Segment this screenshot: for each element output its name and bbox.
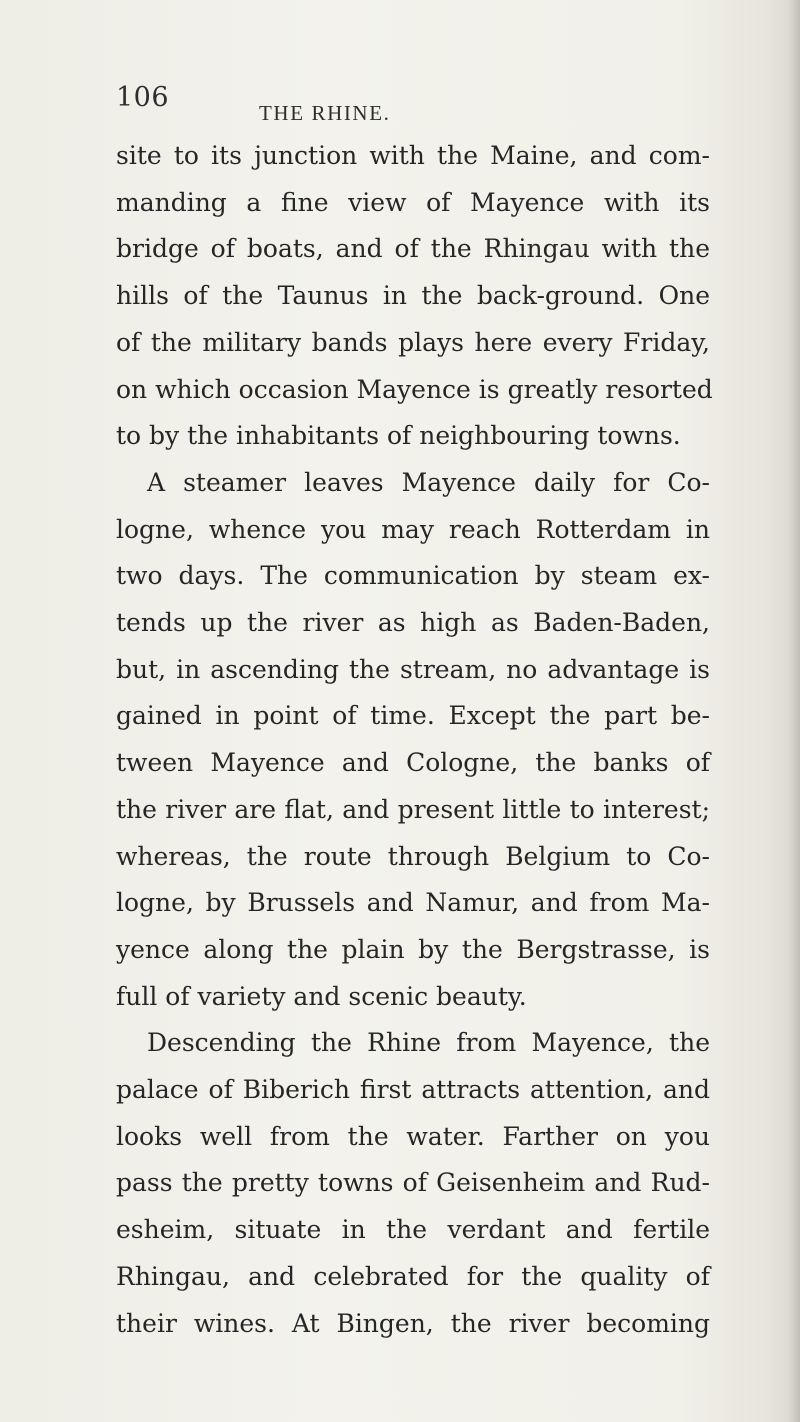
text-line: logne, whence you may reach Rotterdam in	[116, 514, 710, 544]
text-line: on which occasion Mayence is greatly resorted	[116, 374, 713, 404]
text-line: whereas, the route through Belgium to Co-	[116, 841, 710, 871]
text-line: pass the pretty towns of Geisenheim and Rud-	[116, 1168, 710, 1198]
body-text	[116, 133, 713, 1347]
text-line: Descending the Rhine from Mayence, the	[147, 1028, 710, 1058]
text-line: palace of Biberich first attracts attention, and	[116, 1075, 710, 1105]
text-line: A steamer leaves Mayence daily for Co-	[147, 467, 710, 497]
text-line: Rhingau, and celebrated for the quality of	[116, 1261, 710, 1291]
text-line: the river are flat, and present little to interest;	[116, 794, 710, 824]
text-line: site to its junction with the Maine, and com-	[116, 141, 710, 170]
text-line: tends up the river as high as Baden-Baden,	[116, 608, 710, 638]
text-line: full of variety and scenic beauty.	[116, 981, 527, 1011]
text-line: tween Mayence and Cologne, the banks of	[116, 748, 710, 778]
text-line: esheim, situate in the verdant and fertile	[116, 1215, 710, 1245]
text-line: to by the inhabitants of neighbouring towns.	[116, 421, 681, 451]
text-line: yence along the plain by the Bergstrasse, is	[116, 934, 710, 964]
text-line: hills of the Taunus in the back-ground. One	[116, 281, 710, 311]
page-number: 106	[116, 82, 170, 113]
text-line: manding a fine view of Mayence with its	[116, 187, 710, 217]
text-line: but, in ascending the stream, no advantage is	[116, 654, 710, 684]
text-line: gained in point of time. Except the part be-	[116, 701, 710, 731]
text-line: of the military bands plays here every Friday,	[116, 327, 710, 357]
text-line: bridge of boats, and of the Rhingau with the	[116, 234, 710, 264]
text-line: logne, by Brussels and Namur, and from Ma-	[116, 888, 710, 918]
page-edge-shadow	[788, 0, 800, 1422]
text-line: their wines. At Bingen, the river becoming	[116, 1308, 710, 1338]
text-line: looks well from the water. Farther on you	[116, 1121, 710, 1151]
text-line: two days. The communication by steam ex-	[116, 561, 710, 591]
running-title: THE RHINE.	[259, 101, 391, 125]
